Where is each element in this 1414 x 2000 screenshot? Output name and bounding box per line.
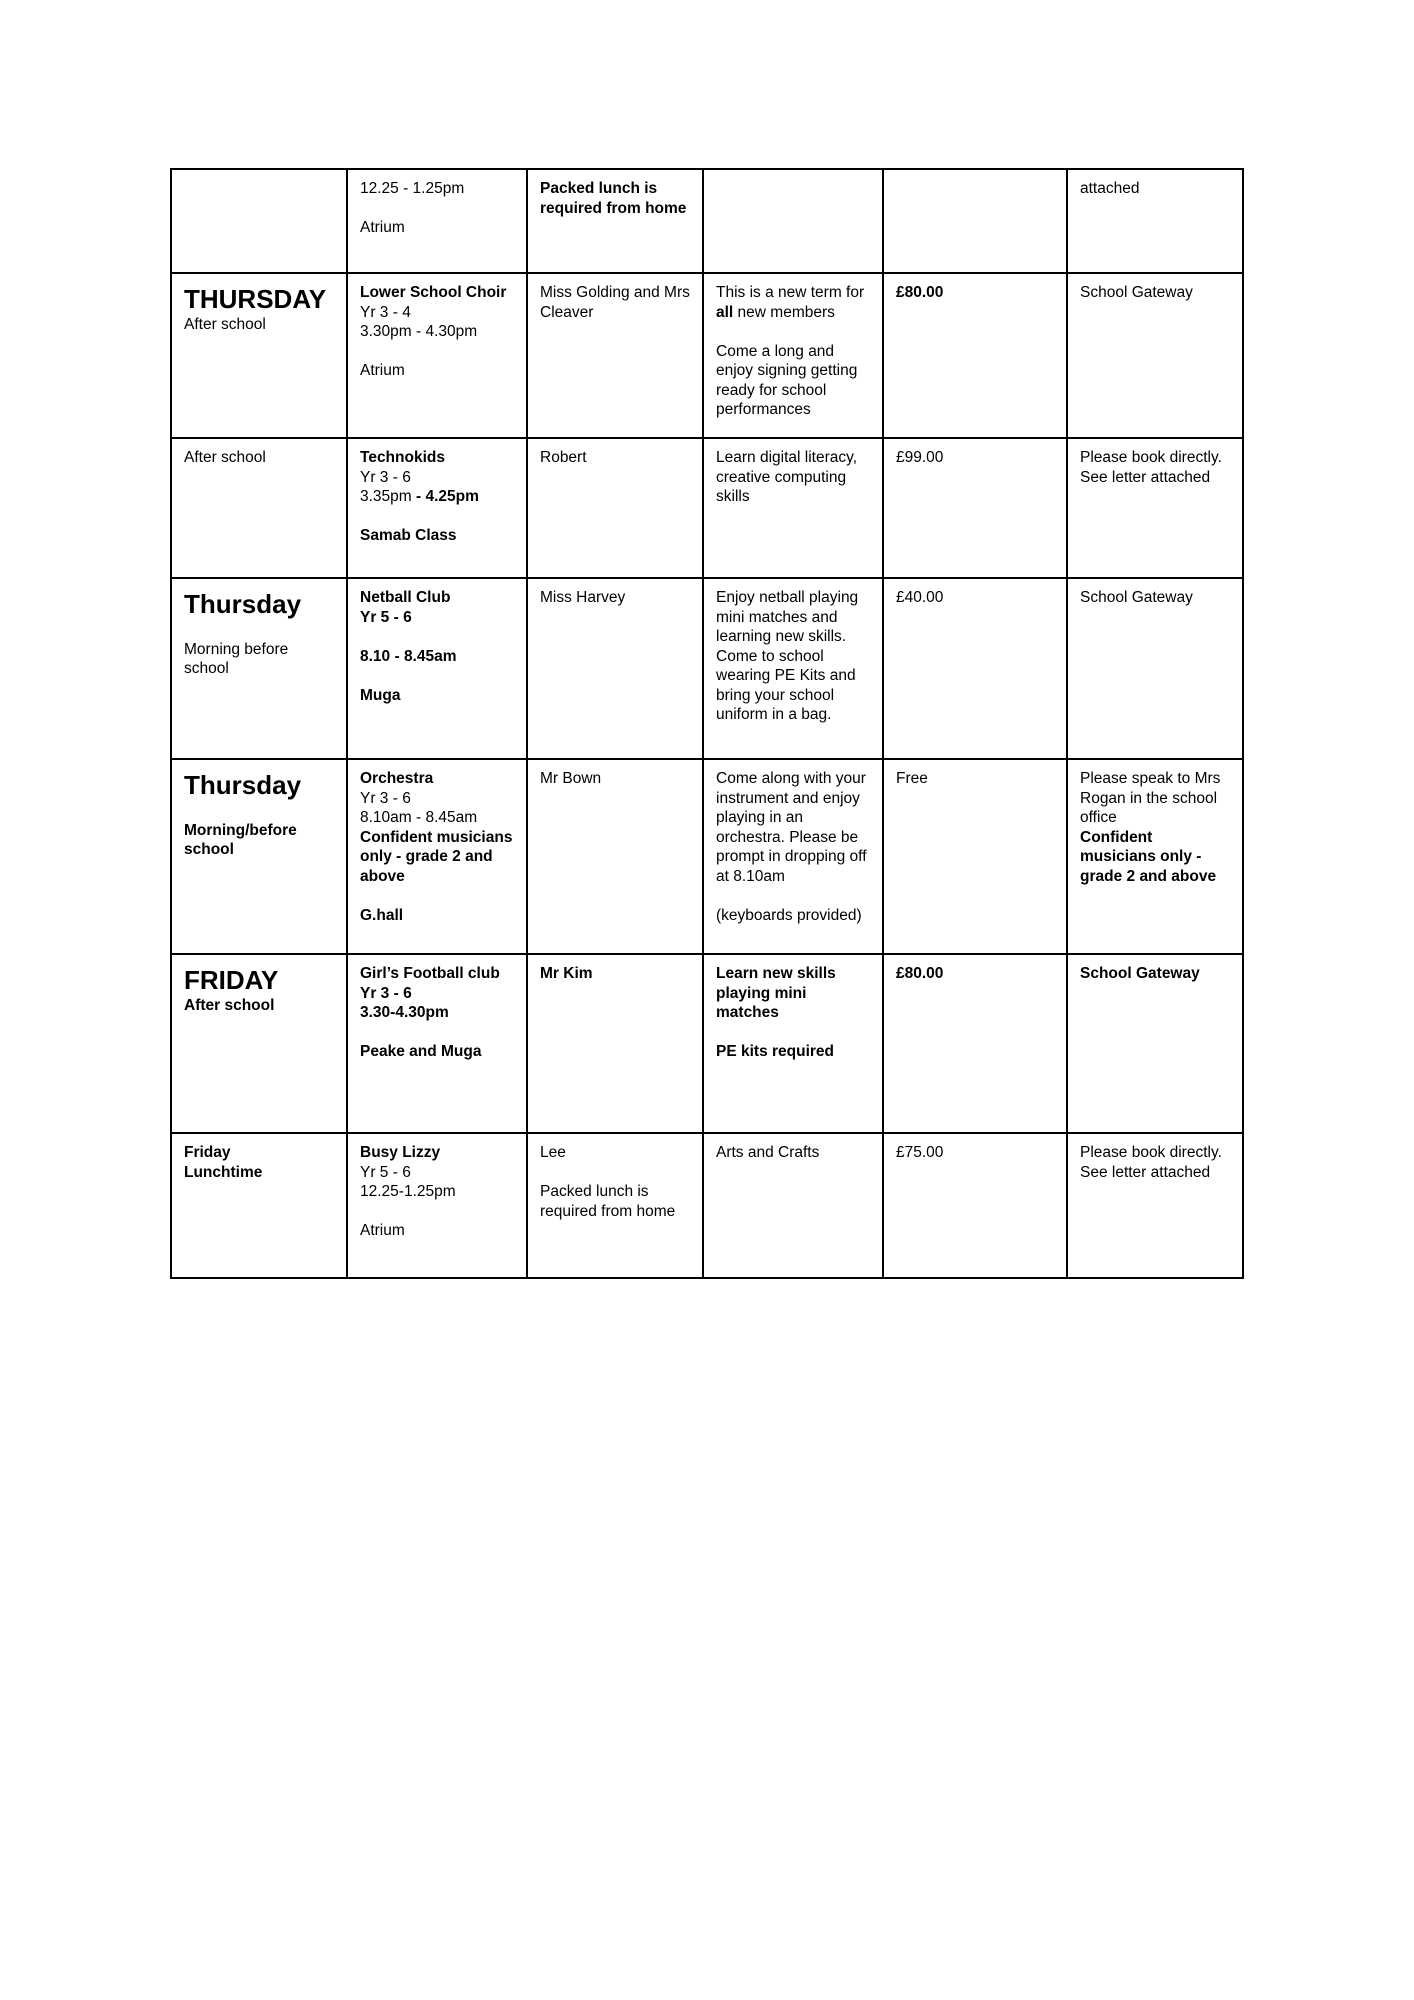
text-run: Enjoy netball playing mini matches and learning new skills. Come to school wearing PE Kits and bring your school uniform in a bag. — [716, 589, 863, 723]
table-cell-description — [703, 578, 883, 759]
text-run: £99.00 — [896, 449, 944, 466]
day-heading — [184, 769, 336, 801]
cell-text — [896, 448, 1056, 468]
table-cell-description — [703, 954, 883, 1133]
text-run: Samab Class — [360, 527, 457, 544]
table-cell-day — [171, 438, 347, 578]
cell-text — [360, 964, 516, 984]
cell-text — [716, 886, 872, 906]
cell-text — [540, 964, 692, 984]
text-run: School Gateway — [1080, 589, 1193, 606]
cell-text — [360, 1163, 516, 1183]
cell-text — [716, 342, 872, 420]
text-run: Come along with your instrument and enjoy playing in an orchestra. Please be prompt in dropping off at 8.10am — [716, 770, 871, 885]
table-cell-description — [703, 273, 883, 438]
cell-text — [360, 507, 516, 527]
cell-text — [360, 608, 516, 628]
table-cell-club — [347, 759, 527, 954]
cell-text — [360, 1221, 516, 1241]
cell-text — [360, 361, 516, 381]
text-run: After school — [184, 449, 266, 466]
cell-text — [360, 666, 516, 686]
cell-text — [360, 769, 516, 789]
day-heading — [184, 283, 336, 315]
cell-text — [360, 789, 516, 809]
cell-text — [540, 283, 695, 322]
text-run: Mr Kim — [540, 965, 593, 982]
text-run: Friday — [184, 1144, 231, 1161]
cell-text — [360, 1003, 516, 1023]
table-cell-price — [883, 1133, 1067, 1278]
table-cell-description — [703, 759, 883, 954]
cell-text — [360, 1042, 516, 1062]
text-run: Muga — [360, 686, 401, 704]
cell-text — [184, 620, 336, 640]
text-run: Morning before school — [184, 640, 293, 677]
text-run: Yr 3 - 6 — [360, 789, 411, 807]
table-cell-booking — [1067, 954, 1243, 1133]
cell-text — [1080, 828, 1232, 887]
table-cell-day — [171, 759, 347, 954]
text-run: Arts and Crafts — [716, 1144, 820, 1161]
table-row — [171, 273, 1243, 438]
table-row — [171, 438, 1243, 578]
cell-text — [716, 1143, 872, 1163]
text-run: Lunchtime — [184, 1163, 263, 1181]
text-run: Learn digital literacy, creative computing skills — [716, 449, 862, 505]
table-cell-staff — [527, 578, 703, 759]
cell-text — [360, 179, 516, 199]
table-row — [171, 578, 1243, 759]
text-run: 12.25-1.25pm — [360, 1183, 456, 1200]
table-cell-club — [347, 954, 527, 1133]
table-cell-price — [883, 954, 1067, 1133]
text-run: Come a long and enjoy signing getting ready for school performances — [716, 342, 862, 418]
table-cell-booking — [1067, 273, 1243, 438]
table-cell-price — [883, 273, 1067, 438]
table-cell-price — [883, 438, 1067, 578]
table-cell-staff — [527, 1133, 703, 1278]
text-run: School Gateway — [1080, 284, 1193, 301]
cell-text — [540, 1163, 692, 1183]
cell-text — [540, 769, 692, 789]
cell-text — [360, 199, 516, 219]
text-run: - 4.25pm — [416, 488, 479, 505]
text-run: Free — [896, 770, 928, 787]
text-run: Confident musicians only - grade 2 and above — [1080, 828, 1217, 885]
cell-text — [360, 448, 516, 468]
cell-text — [360, 808, 516, 828]
table-cell-day — [171, 169, 347, 273]
table-cell-staff — [527, 273, 703, 438]
cell-text — [716, 769, 872, 886]
text-run: Busy Lizzy — [360, 1144, 441, 1161]
cell-text — [360, 487, 516, 507]
text-run: PE kits required — [716, 1043, 835, 1060]
text-run: FRIDAY — [184, 965, 279, 995]
text-run: After school — [184, 316, 266, 333]
table-cell-description — [703, 1133, 883, 1278]
text-run: Thursday — [184, 770, 302, 800]
text-run: 12.25 - 1.25pm — [360, 180, 465, 197]
table-cell-day — [171, 954, 347, 1133]
table-cell-description — [703, 438, 883, 578]
cell-text — [540, 588, 692, 608]
text-run: G.hall — [360, 906, 404, 924]
table-cell-booking — [1067, 578, 1243, 759]
text-run: attached — [1080, 180, 1140, 197]
text-run: Girl’s Football club — [360, 965, 500, 982]
text-run: Netball Club — [360, 589, 451, 606]
table-cell-booking — [1067, 1133, 1243, 1278]
table-cell-price — [883, 169, 1067, 273]
cell-text — [360, 303, 516, 323]
table-cell-day — [171, 1133, 347, 1278]
cell-text — [184, 1143, 336, 1163]
text-run: Miss Golding and Mrs Cleaver — [540, 284, 695, 321]
cell-text — [184, 448, 336, 468]
table-cell-club — [347, 578, 527, 759]
table-cell-staff — [527, 759, 703, 954]
cell-text — [360, 984, 516, 1004]
cell-text — [360, 686, 516, 706]
day-heading — [184, 964, 336, 996]
cell-text — [716, 964, 872, 1023]
cell-text — [360, 627, 516, 647]
cell-text — [1080, 1143, 1232, 1182]
text-run: Atrium — [360, 1222, 405, 1239]
cell-text — [360, 906, 516, 926]
text-run: 8.10am - 8.45am — [360, 809, 478, 826]
cell-text — [716, 1023, 872, 1043]
cell-text — [360, 647, 516, 667]
table-cell-club — [347, 438, 527, 578]
text-run: Packed lunch is required from home — [540, 180, 687, 217]
cell-text — [184, 821, 336, 860]
text-run: Robert — [540, 449, 587, 466]
text-run: This is a new term for — [716, 284, 869, 301]
text-run: Yr 3 - 4 — [360, 303, 411, 321]
cell-text — [896, 964, 1056, 984]
cell-text — [360, 886, 516, 906]
table-cell-price — [883, 759, 1067, 954]
text-run: Mr Bown — [540, 770, 602, 787]
table-cell-club — [347, 273, 527, 438]
cell-text — [360, 1182, 516, 1202]
table-row — [171, 1133, 1243, 1278]
cell-text — [360, 1023, 516, 1043]
cell-text — [184, 801, 336, 821]
table-cell-booking — [1067, 438, 1243, 578]
text-run: all — [716, 303, 734, 321]
cell-text — [896, 283, 1056, 303]
cell-text — [360, 283, 516, 303]
table-cell-description — [703, 169, 883, 273]
table-cell-day — [171, 578, 347, 759]
text-run: Confident musicians only - grade 2 and above — [360, 828, 517, 885]
text-run: Yr 3 - 6 — [360, 468, 411, 486]
cell-text — [360, 526, 516, 546]
text-run: Lower School Choir — [360, 284, 507, 301]
cell-text — [184, 315, 336, 335]
table-cell-club — [347, 1133, 527, 1278]
text-run: Atrium — [360, 219, 405, 236]
cell-text — [1080, 964, 1232, 984]
text-run: Yr 3 - 6 — [360, 984, 412, 1002]
table-cell-booking — [1067, 759, 1243, 954]
table-row — [171, 759, 1243, 954]
cell-text — [184, 1163, 336, 1183]
table-cell-staff — [527, 169, 703, 273]
table-cell-staff — [527, 954, 703, 1133]
text-run: 3.30-4.30pm — [360, 1004, 449, 1021]
cell-text — [716, 588, 872, 725]
text-run: new members — [733, 303, 835, 321]
text-run: Packed lunch is required from home — [540, 1183, 676, 1220]
cell-text — [1080, 283, 1232, 303]
cell-text — [360, 828, 516, 887]
text-run: After school — [184, 997, 275, 1014]
text-run: Orchestra — [360, 770, 434, 787]
cell-text — [1080, 179, 1232, 199]
text-run: Technokids — [360, 449, 445, 466]
cell-text — [360, 588, 516, 608]
cell-text — [360, 322, 516, 342]
text-run: Miss Harvey — [540, 589, 626, 606]
cell-text — [1080, 448, 1232, 487]
cell-text — [1080, 769, 1232, 828]
text-run: Yr 5 - 6 — [360, 1163, 411, 1181]
text-run: (keyboards provided) — [716, 906, 862, 924]
day-heading — [184, 588, 336, 620]
cell-text — [896, 588, 1056, 608]
cell-text — [716, 283, 872, 322]
clubs-table-body — [171, 169, 1243, 1278]
text-run: Lee — [540, 1144, 566, 1161]
text-run: Learn new skills playing mini matches — [716, 965, 841, 1021]
cell-text — [360, 1202, 516, 1222]
text-run: THURSDAY — [184, 284, 327, 314]
table-cell-booking — [1067, 169, 1243, 273]
cell-text — [540, 179, 692, 218]
text-run: Morning/before school — [184, 821, 302, 858]
table-cell-price — [883, 578, 1067, 759]
cell-text — [716, 448, 872, 507]
cell-text — [184, 996, 336, 1016]
text-run: 3.35pm — [360, 488, 417, 505]
text-run: £80.00 — [896, 965, 944, 982]
cell-text — [540, 1143, 692, 1163]
cell-text — [540, 448, 692, 468]
text-run: Atrium — [360, 362, 405, 379]
cell-text — [184, 640, 336, 679]
table-cell-club — [347, 169, 527, 273]
text-run: £80.00 — [896, 284, 944, 301]
text-run: Please book directly. See letter attached — [1080, 1144, 1231, 1181]
text-run: £75.00 — [896, 1144, 944, 1161]
cell-text — [896, 769, 1056, 789]
text-run: 3.30pm - 4.30pm — [360, 323, 478, 340]
cell-text — [716, 906, 872, 926]
cell-text — [360, 1143, 516, 1163]
table-row — [171, 954, 1243, 1133]
text-run: Yr 5 - 6 — [360, 608, 412, 626]
table-cell-staff — [527, 438, 703, 578]
table-cell-day — [171, 273, 347, 438]
cell-text — [360, 342, 516, 362]
cell-text — [360, 218, 516, 238]
cell-text — [896, 1143, 1056, 1163]
cell-text — [1080, 588, 1232, 608]
cell-text — [716, 322, 872, 342]
text-run: Please speak to Mrs Rogan in the school office — [1080, 770, 1225, 826]
table-row — [171, 169, 1243, 273]
clubs-table — [170, 168, 1244, 1279]
text-run: School Gateway — [1080, 965, 1200, 982]
cell-text — [716, 1042, 872, 1062]
text-run: Please book directly. See letter attached — [1080, 449, 1231, 486]
text-run: £40.00 — [896, 589, 944, 606]
cell-text — [360, 468, 516, 488]
text-run: Peake and Muga — [360, 1043, 482, 1060]
cell-text — [540, 1182, 692, 1221]
text-run: 8.10 - 8.45am — [360, 647, 457, 665]
text-run: Thursday — [184, 589, 302, 619]
